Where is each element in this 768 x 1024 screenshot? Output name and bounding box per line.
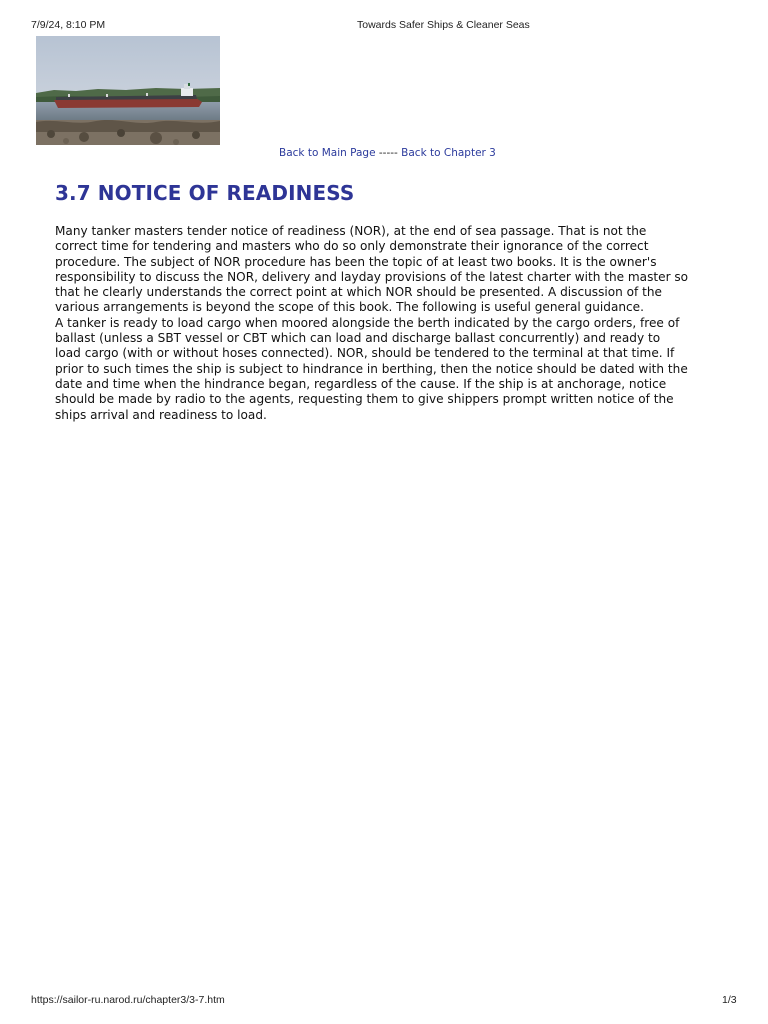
print-page-number: 1/3 bbox=[722, 994, 737, 1006]
body-line: prior to such times the ship is subject to hindrance in berthing, then the notice should be dated with the bbox=[55, 361, 688, 376]
body-line: responsibility to discuss the NOR, delivery and layday provisions of the latest charter with the master so bbox=[55, 269, 689, 284]
body-line: load cargo (with or without hoses connected). NOR, should be tendered to the terminal at that time. If bbox=[55, 346, 675, 361]
print-datetime: 7/9/24, 8:10 PM bbox=[31, 19, 106, 31]
section-heading: 3.7 NOTICE OF READINESS bbox=[55, 181, 355, 205]
body-line: ballast (unless a SBT vessel or CBT which can load and discharge ballast concurrently) and ready to bbox=[55, 331, 661, 346]
body-line: various arrangements is beyond the scope of this book. The following is useful general guidance. bbox=[55, 300, 644, 315]
nav-separator: ----- bbox=[375, 147, 402, 159]
body-line: A tanker is ready to load cargo when moored alongside the berth indicated by the cargo orders, free of bbox=[55, 315, 680, 330]
back-to-main-page-link[interactable]: Back to Main Page bbox=[279, 147, 376, 159]
body-line: that he clearly understands the correct point at which NOR should be presented. A discussion of the bbox=[55, 285, 662, 300]
body-line: date and time when the hindrance began, regardless of the cause. If the ship is at anchorage, notice bbox=[55, 376, 667, 391]
tanker-ship-photo bbox=[36, 36, 220, 145]
nav-links bbox=[279, 147, 496, 159]
body-line: Many tanker masters tender notice of readiness (NOR), at the end of sea passage. That is not the bbox=[55, 224, 647, 238]
print-page-title: Towards Safer Ships & Cleaner Seas bbox=[357, 19, 530, 31]
print-footer-url: https://sailor-ru.narod.ru/chapter3/3-7.htm bbox=[31, 994, 225, 1006]
section-body bbox=[55, 224, 723, 423]
body-line: procedure. The subject of NOR procedure has been the topic of at least two books. It is the owner's bbox=[55, 254, 657, 269]
body-line: should be made by radio to the agents, requesting them to give shippers prompt written notice of the bbox=[55, 392, 674, 407]
back-to-chapter-link[interactable]: Back to Chapter 3 bbox=[401, 147, 496, 159]
body-line: correct time for tendering and masters who do so only demonstrate their ignorance of the correct bbox=[55, 239, 649, 254]
body-line: ships arrival and readiness to load. bbox=[55, 407, 267, 422]
